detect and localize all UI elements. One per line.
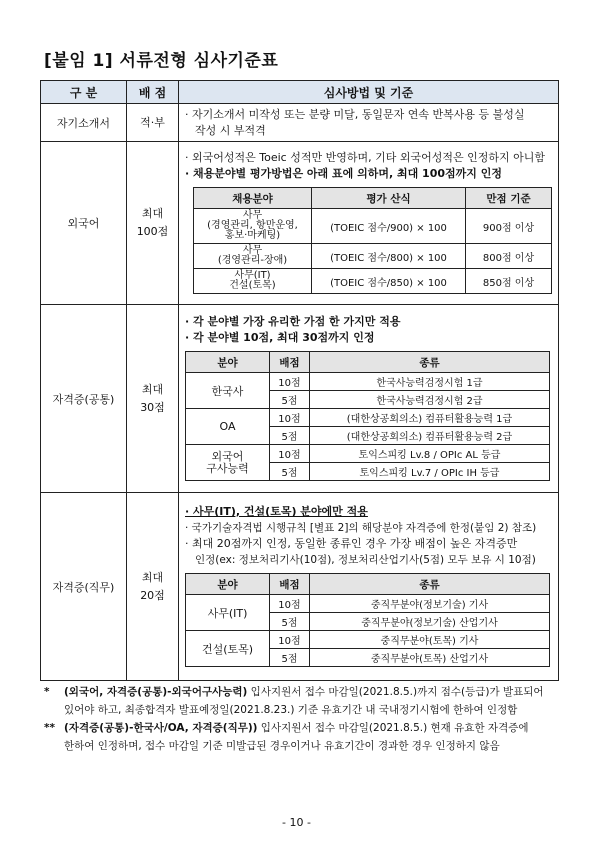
sub-header-row (186, 574, 550, 595)
score-cell: 5점 (270, 649, 310, 667)
footnotes (44, 683, 562, 755)
field-cell (194, 244, 312, 269)
formula-cell: (TOEIC 점수/850) × 100 (312, 269, 466, 294)
footnote-text: 입사지원서 접수 마감일(2021.8.5.) 현재 유효한 자격증에 (257, 722, 529, 734)
cert-common-table (185, 351, 550, 481)
category-cell: 외국어 (41, 142, 127, 305)
cert-row (186, 373, 550, 391)
criteria-line: · 최대 20점까지 인정, 동일한 종류인 경우 가장 배점이 높은 자격증만 (185, 537, 518, 550)
row-intro (41, 104, 559, 142)
points-label: 최대 (141, 382, 164, 396)
points-label: 최대 (141, 570, 164, 584)
method-cell (179, 142, 559, 305)
criteria-line: · 각 분야별 가장 유리한 가점 한 가지만 적용 (185, 315, 401, 328)
sub-header: 배점 (270, 574, 310, 595)
points-cell: 적·부 (127, 104, 179, 142)
header-category: 구 분 (41, 81, 127, 104)
toeic-row (194, 269, 552, 294)
sub-header: 평가 산식 (312, 188, 466, 209)
row-cert-job (41, 493, 559, 681)
field-cell: 건설(토목) (186, 631, 270, 667)
cert-job-table (185, 573, 550, 667)
score-cell: 10점 (270, 409, 310, 427)
kind-cell: 중직무분야(정보기술) 산업기사 (310, 613, 550, 631)
sub-header-row (194, 188, 552, 209)
sub-header: 채용분야 (194, 188, 312, 209)
kind-cell: 중직무분야(정보기술) 기사 (310, 595, 550, 613)
kind-cell: 토익스피킹 Lv.8 / OPIc AL 등급 (310, 445, 550, 463)
points-value: 20점 (140, 588, 165, 602)
sub-header: 종류 (310, 574, 550, 595)
score-cell: 10점 (270, 445, 310, 463)
criteria-text: · 사무(IT), 건설(토목) 분야에만 적용 (185, 505, 368, 518)
field-line: 사무 (242, 245, 263, 256)
criteria-line: 작성 시 부적격 (195, 123, 266, 137)
footnote-text: 한하여 인정하며, 접수 마감일 기준 미발급된 경우이거나 유효기간이 경과한 경우 인정하지 않음 (64, 740, 500, 752)
kind-cell: (대한상공회의소) 컴퓨터활용능력 1급 (310, 409, 550, 427)
footnote-scope: (외국어, 자격증(공통)-외국어구사능력) (64, 686, 248, 698)
score-cell: 10점 (270, 631, 310, 649)
kind-cell: 한국사능력검정시험 2급 (310, 391, 550, 409)
criteria-line: · 국가기술자격법 시행규칙 [별표 2]의 해당분야 자격증에 한정(붙임 2) 참조) (185, 522, 537, 534)
field-cell: OA (186, 409, 270, 445)
page-number: - 10 - (282, 816, 311, 829)
toeic-row (194, 209, 552, 244)
field-line: 사무 (242, 210, 263, 221)
field-line: (경영관리, 항만운영, (207, 220, 298, 231)
sub-header: 종류 (310, 352, 550, 373)
score-cell: 5점 (270, 391, 310, 409)
cert-row (186, 409, 550, 427)
sub-header: 분야 (186, 574, 270, 595)
field-cell: 사무(IT) (186, 595, 270, 631)
formula-cell: (TOEIC 점수/900) × 100 (312, 209, 466, 244)
criteria-line: 인정(ex: 정보처리기사(10점), 정보처리산업기사(5점) 모두 보유 시 10점) (195, 554, 536, 566)
kind-cell: 중직무분야(토목) 기사 (310, 631, 550, 649)
field-cell (186, 445, 270, 481)
field-line: 홍보·마케팅) (224, 230, 281, 241)
footnote-mark: * (44, 686, 50, 698)
field-cell: 한국사 (186, 373, 270, 409)
criteria-line: · 채용분야별 평가방법은 아래 표에 의하며, 최대 100점까지 인정 (185, 167, 502, 180)
full-score-cell: 800점 이상 (466, 244, 552, 269)
header-row (41, 81, 559, 104)
footnote-text: 입사지원서 접수 마감일(2021.8.5.)까지 점수(등급)가 발표되어 (247, 686, 544, 698)
full-score-cell: 900점 이상 (466, 209, 552, 244)
kind-cell: (대한상공회의소) 컴퓨터활용능력 2급 (310, 427, 550, 445)
points-cell (127, 305, 179, 493)
footnote-text: 있어야 하고, 최종합격자 발표예정일(2021.8.23.) 기준 유효기간 내 국내정기시험에 한하여 인정함 (64, 704, 518, 716)
field-line: (경영관리-장애) (217, 255, 288, 266)
field-line: 외국어 (211, 449, 244, 463)
score-cell: 10점 (270, 595, 310, 613)
field-line: 구사능력 (206, 461, 249, 475)
cert-row (186, 631, 550, 649)
method-cell (179, 493, 559, 681)
sub-header: 만점 기준 (466, 188, 552, 209)
category-cell: 자격증(공통) (41, 305, 127, 493)
points-cell (127, 142, 179, 305)
score-cell: 5점 (270, 427, 310, 445)
formula-cell: (TOEIC 점수/800) × 100 (312, 244, 466, 269)
sub-header-row (186, 352, 550, 373)
header-method: 심사방법 및 기준 (179, 81, 559, 104)
footnote-mark: ** (44, 722, 55, 734)
header-points: 배 점 (127, 81, 179, 104)
kind-cell: 한국사능력검정시험 1급 (310, 373, 550, 391)
row-cert-common (41, 305, 559, 493)
score-cell: 5점 (270, 463, 310, 481)
category-cell: 자격증(직무) (41, 493, 127, 681)
footnote-scope: (자격증(공통)-한국사/OA, 자격증(직무)) (64, 722, 258, 734)
sub-header: 배점 (270, 352, 310, 373)
field-line: 건설(토목) (229, 280, 276, 291)
footnote (44, 683, 562, 719)
kind-cell: 중직무분야(토목) 산업기사 (310, 649, 550, 667)
criteria-line: · 외국어성적은 Toeic 성적만 반영하며, 기타 외국어성적은 인정하지 아니함 (185, 151, 545, 164)
page-title: [붙임 1] 서류전형 심사기준표 (44, 51, 279, 71)
criteria-line: · 자기소개서 미작성 또는 분량 미달, 동일문자 연속 반복사용 등 불성실 (185, 107, 525, 121)
field-line: 사무(IT) (234, 270, 271, 281)
sub-header: 분야 (186, 352, 270, 373)
cert-row (186, 595, 550, 613)
points-value: 100점 (136, 225, 169, 238)
criteria-table (40, 80, 559, 681)
category-cell: 자기소개서 (41, 104, 127, 142)
field-cell (194, 209, 312, 244)
method-cell (179, 305, 559, 493)
footnote (44, 719, 562, 755)
points-label: 최대 (141, 207, 164, 220)
full-score-cell: 850점 이상 (466, 269, 552, 294)
kind-cell: 토익스피킹 Lv.7 / OPIc IH 등급 (310, 463, 550, 481)
toeic-row (194, 244, 552, 269)
score-cell: 10점 (270, 373, 310, 391)
points-cell (127, 493, 179, 681)
row-language (41, 142, 559, 305)
field-cell (194, 269, 312, 294)
toeic-table (193, 187, 552, 294)
criteria-line (185, 504, 552, 520)
score-cell: 5점 (270, 613, 310, 631)
method-cell (179, 104, 559, 142)
points-value: 30점 (140, 400, 165, 414)
cert-row (186, 445, 550, 463)
criteria-line: · 각 분야별 10점, 최대 30점까지 인정 (185, 331, 375, 344)
